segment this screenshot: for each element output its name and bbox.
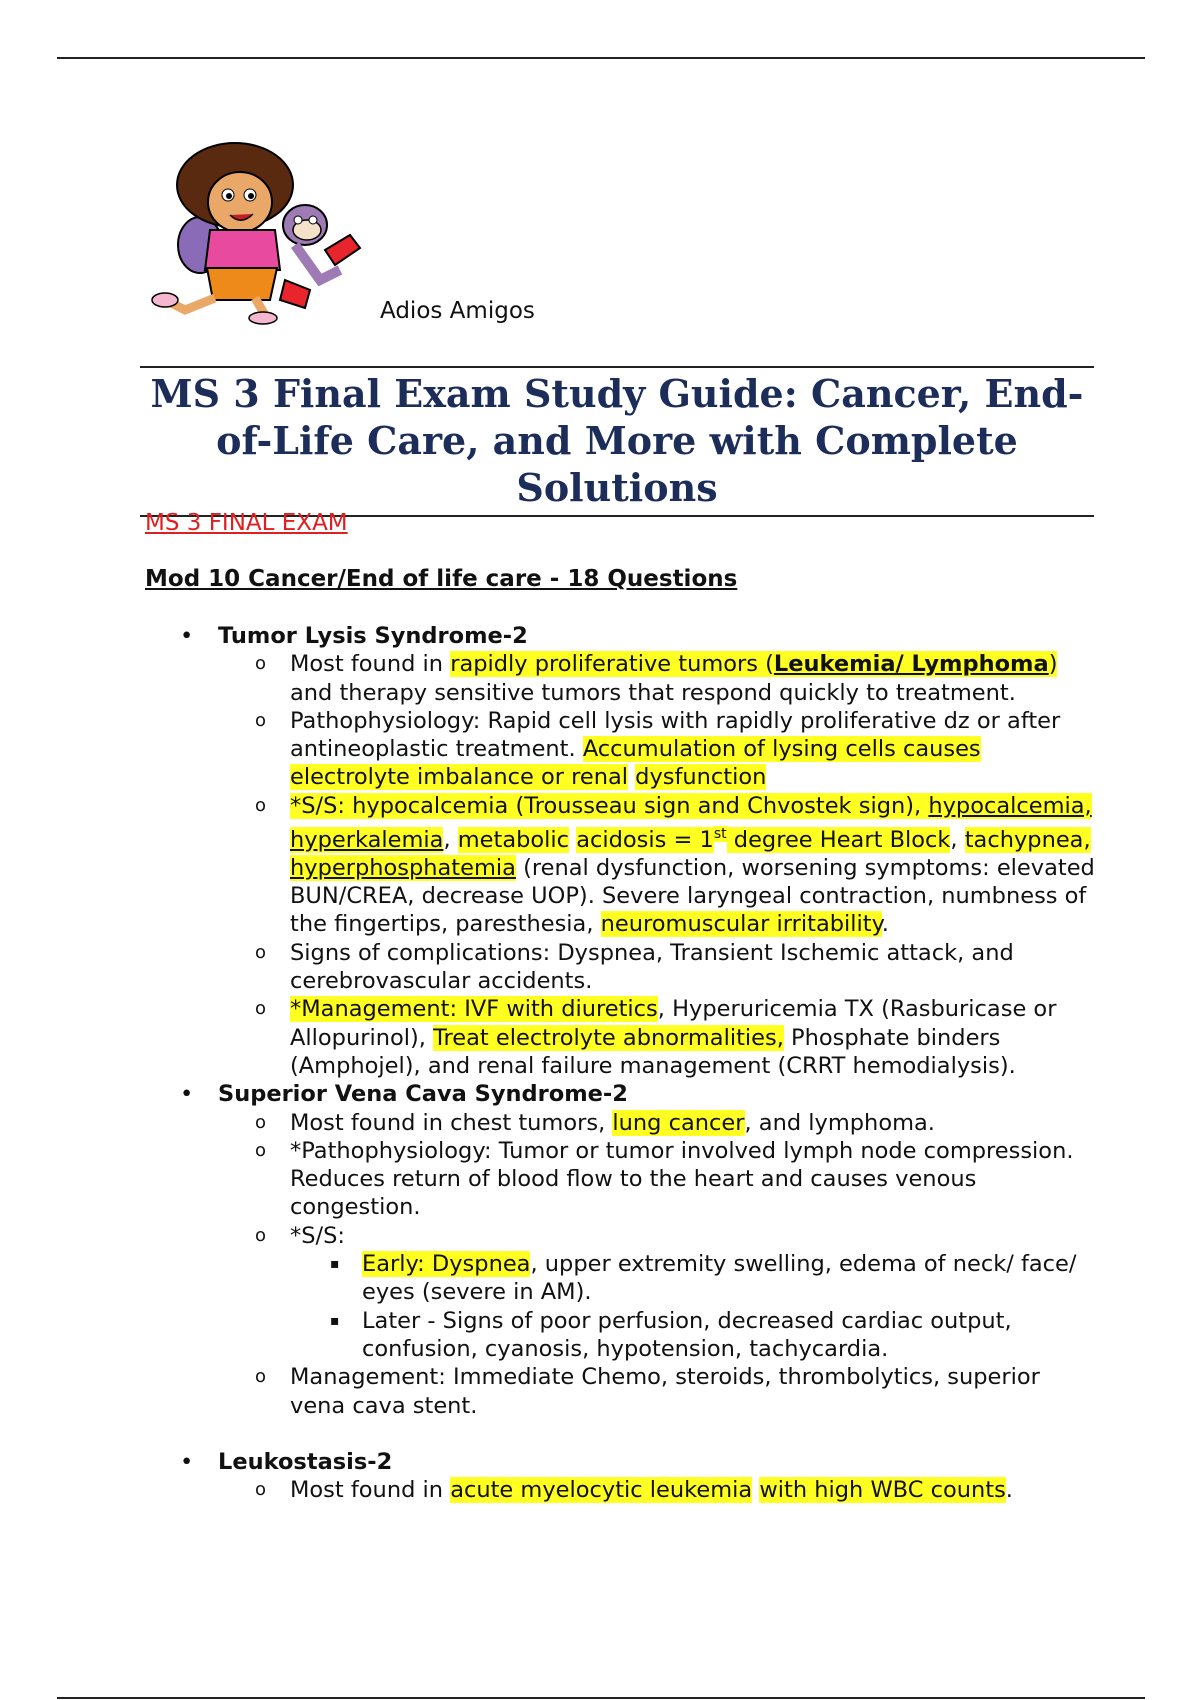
text: Signs of complications: Dyspnea, Transient Ischemic attack, and cerebrovascular accidents.: [290, 939, 1014, 995]
circle-bullet-icon: o: [255, 941, 267, 963]
spacer: [180, 1420, 1100, 1448]
highlighted-text: lung cancer: [612, 1109, 745, 1136]
highlighted-text: acidosis = 1: [576, 826, 714, 853]
text: Later - Signs of poor perfusion, decreased cardiac output, confusion, cyanosis, hypotension, tachycardia.: [362, 1307, 1012, 1362]
superscript: st: [713, 826, 727, 843]
list-item: [180, 1109, 1100, 1137]
highlighted-underlined-text: hypocalcemia, hyperkalemia: [290, 792, 1092, 853]
list-item: [180, 792, 1100, 939]
highlighted-text: with high WBC counts: [759, 1477, 1006, 1504]
top-divider: [57, 57, 1145, 59]
text: Most found in: [290, 1477, 451, 1504]
circle-bullet-icon: o: [255, 1139, 267, 1161]
text: .: [1005, 1477, 1013, 1504]
document-title: MS 3 Final Exam Study Guide: Cancer, End-of-Life Care, and More with Complete Solutions: [150, 371, 1084, 510]
circle-bullet-icon: o: [255, 1479, 267, 1501]
highlighted-text: metabolic: [457, 826, 570, 853]
text: *Pathophysiology: Tumor or tumor involved lymph node compression. Reduces return of blood flow to the heart and causes venous congestion.: [290, 1137, 1074, 1221]
circle-bullet-icon: o: [255, 653, 267, 675]
highlighted-text: ): [1048, 651, 1058, 678]
text: , and lymphoma.: [744, 1109, 935, 1136]
text: Most found in: [290, 651, 451, 678]
text: , Hyperuricemia TX (Rasburicase or Allopurinol),: [290, 996, 1057, 1051]
highlighted-text: rapidly proliferative tumors (: [450, 651, 774, 678]
list-item: [180, 1137, 1100, 1222]
circle-bullet-icon: o: [255, 1111, 267, 1133]
highlighted-text: Accumulation of lysing cells causes electrolyte imbalance or renal: [290, 736, 981, 791]
highlighted-text: *S/S: hypocalcemia (Trousseau sign and Chvostek sign),: [290, 792, 929, 819]
highlighted-text: degree Heart Block: [726, 826, 951, 853]
circle-bullet-icon: o: [255, 709, 267, 731]
highlighted-underlined-text: hyperphosphatemia: [290, 854, 516, 881]
text: Pathophysiology: Rapid cell lysis with rapidly proliferative dz or after antineoplastic treatment.: [290, 707, 1061, 763]
module-heading: Mod 10 Cancer/End of life care - 18 Questions: [145, 566, 738, 592]
list-item: [180, 1307, 1100, 1364]
text: (renal dysfunction, worsening symptoms: elevated BUN/CREA, decrease UOP). Severe laryngeal contraction, numbness of the fingertips, paresthesia,: [290, 854, 1095, 938]
highlighted-text: tachypnea,: [964, 826, 1091, 853]
topic-title: Tumor Lysis Syndrome-2: [218, 623, 528, 649]
highlighted-text: neuromuscular irritability: [600, 911, 882, 938]
text: ,: [950, 826, 965, 853]
topic-title: Superior Vena Cava Syndrome-2: [218, 1081, 628, 1108]
topic-title: Leukostasis-2: [218, 1448, 393, 1475]
list-item: [180, 995, 1100, 1080]
circle-bullet-icon: o: [255, 1224, 267, 1246]
highlighted-text: acute myelocytic leukemia: [450, 1477, 753, 1504]
text: and therapy sensitive tumors that respond quickly to treatment.: [290, 679, 1016, 706]
bullet-icon: •: [180, 1448, 194, 1475]
bottom-divider: [57, 1697, 1145, 1699]
highlighted-text: Treat electrolyte abnormalities,: [433, 1024, 784, 1051]
circle-bullet-icon: o: [255, 1366, 267, 1388]
list-item: [180, 707, 1100, 792]
text: Management: Immediate Chemo, steroids, thrombolytics, superior vena cava stent.: [290, 1364, 1040, 1419]
circle-bullet-icon: o: [255, 998, 267, 1020]
cartoon-girl-image: [145, 140, 385, 325]
topic-superior-vena-cava: [180, 1080, 1100, 1108]
list-item: [180, 1222, 1100, 1250]
square-bullet-icon: ▪: [330, 1256, 340, 1273]
image-caption: Adios Amigos: [380, 298, 535, 324]
text: ,: [443, 826, 458, 853]
circle-bullet-icon: o: [255, 794, 267, 816]
highlighted-underlined-text: Leukemia/ Lymphoma: [773, 651, 1049, 678]
bullet-icon: •: [180, 1081, 194, 1108]
text: *S/S:: [290, 1222, 345, 1249]
list-item: [180, 1476, 1100, 1504]
list-item: [180, 1363, 1100, 1420]
text: Most found in chest tumors,: [290, 1109, 613, 1136]
text: .: [881, 911, 889, 938]
study-notes: [180, 622, 1100, 1504]
highlighted-text: Early: Dyspnea: [362, 1251, 531, 1278]
list-item: [180, 939, 1100, 996]
title-box: [140, 366, 1094, 517]
bullet-icon: •: [180, 623, 194, 649]
highlighted-text: *Management: IVF with diuretics: [290, 996, 658, 1023]
exam-label: MS 3 FINAL EXAM: [145, 510, 348, 536]
list-item: [180, 650, 1100, 707]
topic-leukostasis: [180, 1448, 1100, 1476]
highlighted-text: dysfunction: [635, 764, 767, 791]
list-item: [180, 1250, 1100, 1307]
topic-tumor-lysis: [180, 622, 1100, 650]
text: , upper extremity swelling, edema of neck/ face/ eyes (severe in AM).: [362, 1251, 1077, 1306]
square-bullet-icon: ▪: [330, 1312, 340, 1329]
text: Phosphate binders (Amphojel), and renal failure management (CRRT hemodialysis).: [290, 1024, 1016, 1079]
